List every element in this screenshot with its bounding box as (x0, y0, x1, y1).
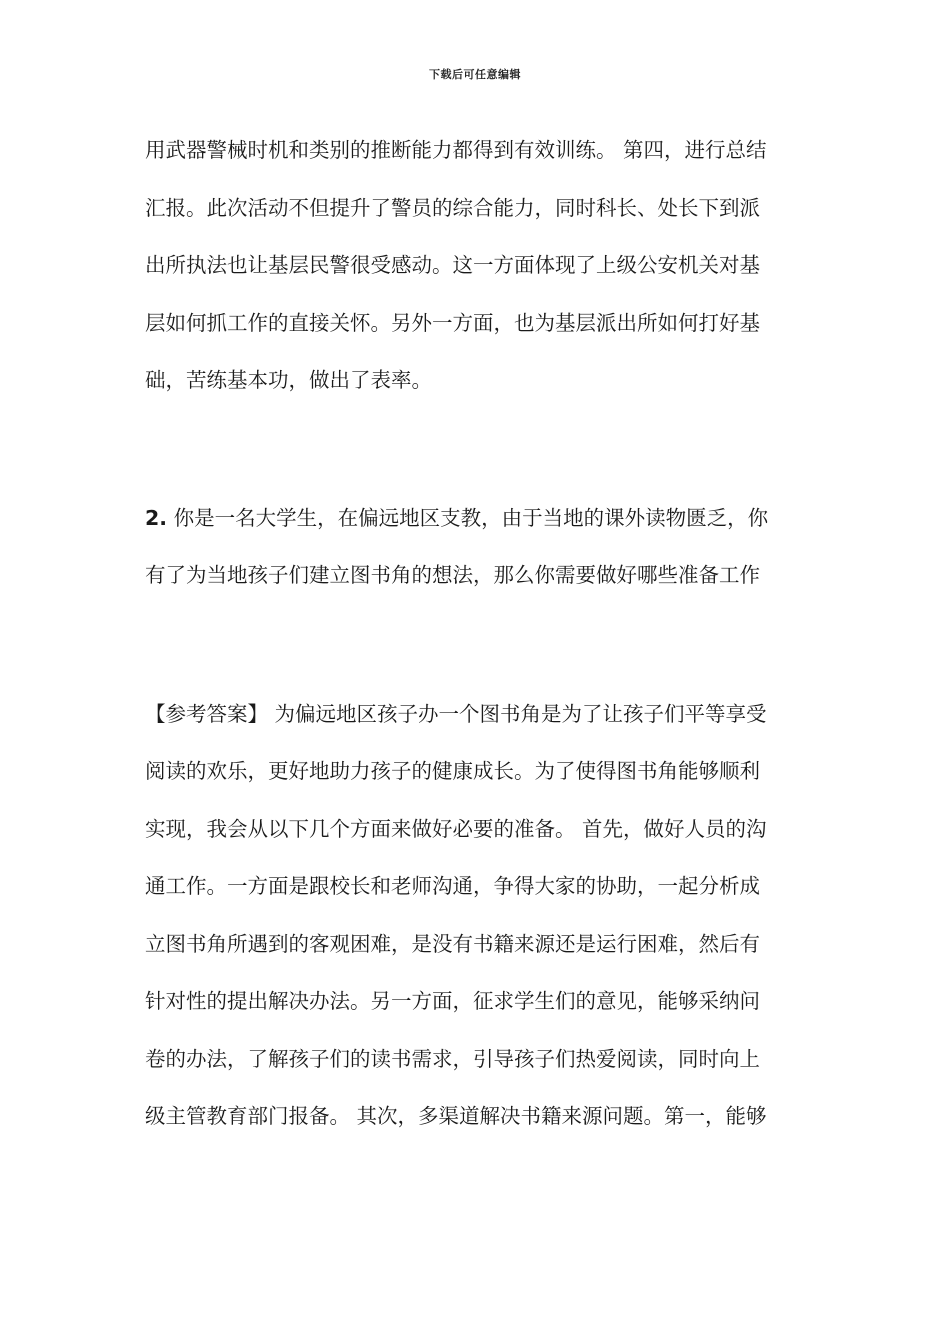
answer-line: 级主管教育部门报备。 其次，多渠道解决书籍来源问题。第一，能够 (145, 1104, 767, 1128)
question-text: 你是一名大学生，在偏远地区支教，由于当地的课外读物匮乏，你 (173, 506, 769, 530)
answer-line: 【参考答案】 为偏远地区孩子办一个图书角是为了让孩子们平等享受 (145, 702, 767, 726)
question-number: 2. (145, 506, 168, 530)
paragraph-line: 层如何抓工作的直接关怀。另外一方面，也为基层派出所如何打好基 (145, 311, 760, 335)
paragraph-line: 用武器警械时机和类别的推断能力都得到有效训练。 第四，进行总结 (145, 138, 767, 162)
answer-line: 针对性的提出解决办法。另一方面，征求学生们的意见，能够采纳问 (145, 989, 760, 1013)
answer-line: 立图书角所遇到的客观困难，是没有书籍来源还是运行困难，然后有 (145, 932, 760, 956)
question-line (145, 503, 815, 533)
paragraph-line: 出所执法也让基层民警很受感动。这一方面体现了上级公安机关对基 (145, 253, 760, 277)
paragraph-line: 汇报。此次活动不但提升了警员的综合能力，同时科长、处长下到派 (145, 196, 760, 220)
answer-line: 卷的办法，了解孩子们的读书需求，引导孩子们热爱阅读，同时向上 (145, 1047, 760, 1071)
page-header: 下载后可任意编辑 (429, 68, 521, 81)
question-line: 有了为当地孩子们建立图书角的想法，那么你需要做好哪些准备工作 (145, 563, 760, 587)
answer-line: 实现，我会从以下几个方面来做好必要的准备。 首先，做好人员的沟 (145, 817, 767, 841)
answer-line: 阅读的欢乐，更好地助力孩子的健康成长。为了使得图书角能够顺利 (145, 759, 760, 783)
paragraph-line: 础，苦练基本功，做出了表率。 (145, 368, 432, 392)
answer-line: 通工作。一方面是跟校长和老师沟通，争得大家的协助，一起分析成 (145, 874, 760, 898)
